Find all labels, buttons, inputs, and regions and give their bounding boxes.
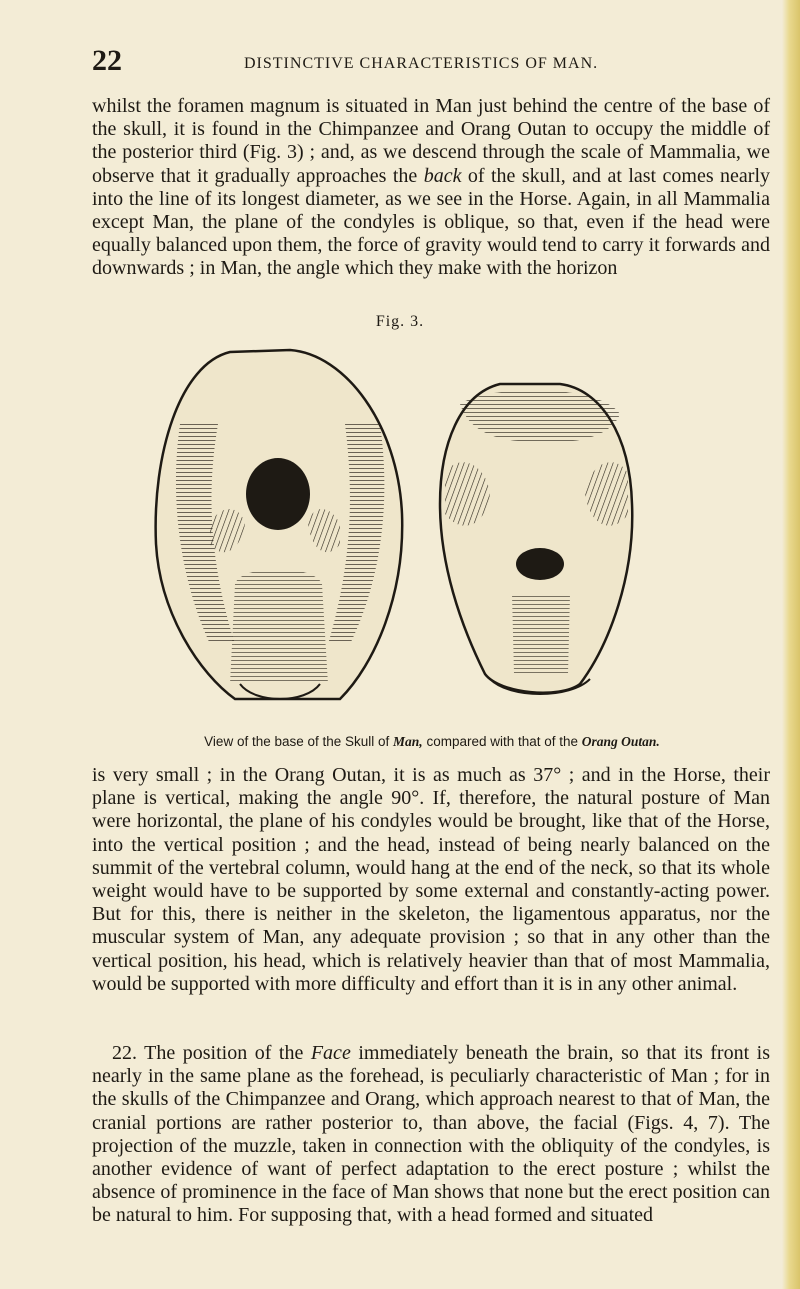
figure-caption: [92, 734, 772, 750]
paragraph-face: [92, 1042, 770, 1228]
paragraph-condyles: is very small ; in the Orang Outan, it is as much as 37° ; and in the Horse, their plane is vertical, making the angle 90°. If, therefore, the natural posture of Man were horizontal, the plane of his condyles would be brought, like that of the Horse, into the vertical position ; and the head, instead of being nearly balanced on the summit of the vertebral column, would hang at the end of the neck, so that its whole weight would have to be supported by some external and constantly-acting power. But for this, there is neither in the skeleton, the ligamentous apparatus, nor the muscular system of Man, any adequate provision ; so that in any other than the vertical position, his head, which is relatively heavier than that of most Mammalia, would be supported with more difficulty and effort than it is in any other animal.: [92, 764, 770, 995]
emphasis-face: Face: [310, 1042, 351, 1064]
caption-text: compared with that of the: [422, 734, 582, 749]
page-number: 22: [92, 44, 122, 77]
page-header: [92, 44, 772, 84]
section-number: 22.: [112, 1042, 137, 1064]
emphasis-back: back: [423, 164, 462, 187]
page-edge-shadow: [782, 0, 800, 1289]
paragraph-text: whilst the foramen magnum is situated in Man just behind the centre of the base of the skull, it is found in the Chimpanzee and Orang Outan to occupy the middle of the posterior third (Fig. 3) ; and, as we descend through the scale of Mammalia, we observe that it gradually approaches the: [92, 95, 770, 187]
running-head: DISTINCTIVE CHARACTERISTICS OF MAN.: [244, 55, 599, 72]
caption-orang: Orang Outan.: [581, 734, 660, 749]
figure-label: Fig. 3.: [375, 313, 425, 330]
skull-figure: [140, 344, 660, 724]
paragraph-foramen: [92, 95, 770, 281]
paragraph-text: immediately beneath the brain, so that its front is nearly in the same plane as the forehead, is peculiarly characteristic of Man ; for in the skulls of the Chimpanzee and Orang, which approach nearest to that of Man, the cranial portions are rather posterior to, than above, the facial (Figs. 4, 7). The projection of the muzzle, taken in connection with the obliquity of the condyles, is another evidence of want of perfect adaptation to the erect posture ; whilst the absence of prominence in the face of Man shows that none but the erect position can be natural to him. For supposing that, with a head formed and situated: [92, 1042, 771, 1227]
human-skull-illustration: [156, 350, 403, 699]
paragraph-text: of the skull, and at last comes nearly into the line of its longest diameter, as we see in the Horse. Again, in all Mammalia except Man, the plane of the condyles is oblique, so that, even if the head were equally balanced upon them, the force of gravity would tend to carry it forwards and downwards ; in Man, the angle which they make with the horizon: [92, 164, 770, 280]
caption-man: Man,: [393, 734, 423, 749]
caption-text: View of the base of the Skull of: [204, 734, 394, 749]
paragraph-text: The position of the: [137, 1042, 311, 1064]
orang-skull-illustration: [440, 384, 632, 694]
